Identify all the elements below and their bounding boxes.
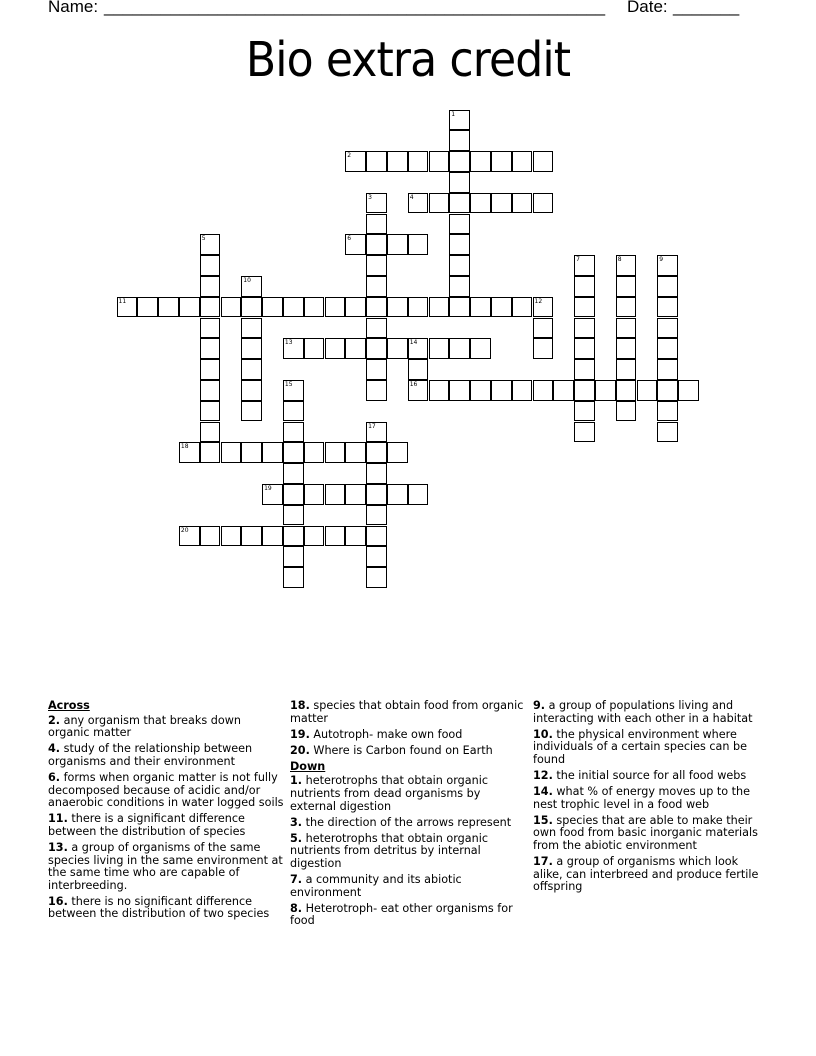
cell-number: 2 [347, 152, 352, 160]
grid-cell[interactable] [345, 151, 366, 172]
grid-cell[interactable] [283, 338, 304, 359]
grid-cell[interactable] [283, 567, 304, 588]
grid-cell[interactable] [117, 297, 138, 318]
grid-cell[interactable] [574, 255, 595, 276]
clue-number: 1. [290, 774, 303, 788]
grid-cell[interactable] [408, 484, 429, 505]
grid-cell[interactable] [366, 359, 387, 380]
grid-cell[interactable] [616, 318, 637, 339]
grid-cell[interactable] [429, 338, 450, 359]
grid-cell[interactable] [449, 276, 470, 297]
grid-cell[interactable] [387, 151, 408, 172]
grid-cell[interactable] [449, 110, 470, 131]
clue-across-6 [48, 772, 284, 810]
grid-cell[interactable] [325, 526, 346, 547]
grid-cell[interactable] [200, 318, 221, 339]
clue-text: Autotroph- make own food [313, 727, 463, 741]
cell-number: 16 [409, 380, 418, 388]
grid-cell[interactable] [241, 318, 262, 339]
clue-text: heterotrophs that obtain organic nutrients from dead organisms by external digestion [290, 774, 488, 813]
clue-number: 19. [290, 727, 310, 741]
grid-cell[interactable] [345, 338, 366, 359]
grid-cell[interactable] [304, 338, 325, 359]
clue-down-17 [533, 856, 769, 894]
grid-cell[interactable] [429, 151, 450, 172]
clue-across-19 [290, 729, 526, 742]
grid-cell[interactable] [221, 442, 242, 463]
clue-number: 6. [48, 770, 61, 784]
clue-text: a community and its abiotic environment [290, 873, 462, 899]
grid-cell[interactable] [200, 359, 221, 380]
clue-number: 18. [290, 699, 310, 712]
grid-cell[interactable] [325, 442, 346, 463]
cell-number: 15 [284, 380, 293, 388]
grid-cell[interactable] [283, 380, 304, 401]
clue-down-5 [290, 833, 526, 871]
clue-across-11 [48, 813, 284, 838]
grid-cell[interactable] [408, 193, 429, 214]
grid-cell[interactable] [449, 172, 470, 193]
clue-number: 7. [290, 873, 303, 887]
grid-cell[interactable] [449, 130, 470, 151]
grid-cell[interactable] [283, 546, 304, 567]
grid-cell[interactable] [221, 526, 242, 547]
clue-text: the physical environment where individuals of a certain species can be found [533, 727, 748, 766]
grid-cell[interactable] [616, 276, 637, 297]
grid-cell[interactable] [491, 193, 512, 214]
grid-cell[interactable] [283, 484, 304, 505]
clue-text: there is a significant difference between the distribution of species [48, 812, 246, 838]
page-title: Bio extra credit [245, 32, 571, 88]
grid-cell[interactable] [574, 422, 595, 443]
grid-cell[interactable] [449, 255, 470, 276]
grid-cell[interactable] [574, 338, 595, 359]
cell-number: 10 [243, 276, 251, 284]
clue-text: a group of populations living and interacting with each other in a habitat [533, 699, 753, 725]
clue-number: 14. [533, 785, 553, 799]
grid-cell[interactable] [449, 214, 470, 235]
grid-cell[interactable] [200, 380, 221, 401]
grid-cell[interactable] [283, 463, 304, 484]
grid-cell[interactable] [657, 338, 678, 359]
clue-number: 13. [48, 840, 68, 854]
date-label: Date: [627, 0, 668, 16]
grid-cell[interactable] [366, 255, 387, 276]
grid-cell[interactable] [657, 422, 678, 443]
grid-cell[interactable] [366, 380, 387, 401]
grid-cell[interactable] [345, 526, 366, 547]
grid-cell[interactable] [283, 442, 304, 463]
clue-text: species that obtain food from organic matter [290, 699, 524, 725]
grid-cell[interactable] [366, 214, 387, 235]
grid-cell[interactable] [200, 442, 221, 463]
grid-cell[interactable] [325, 338, 346, 359]
grid-cell[interactable] [387, 484, 408, 505]
grid-cell[interactable] [429, 380, 450, 401]
grid-cell[interactable] [408, 297, 429, 318]
grid-cell[interactable] [512, 151, 533, 172]
grid-cell[interactable] [283, 401, 304, 422]
grid-cell[interactable] [470, 338, 491, 359]
grid-cell[interactable] [449, 338, 470, 359]
clue-text: heterotrophs that obtain organic nutrients from detritus by internal digestion [290, 831, 488, 871]
grid-cell[interactable] [533, 151, 554, 172]
grid-cell[interactable] [283, 422, 304, 443]
grid-cell[interactable] [616, 401, 637, 422]
clue-number: 12. [533, 768, 553, 782]
clue-text: there is no significant difference between the distribution of two species [48, 894, 270, 921]
clue-number: 3. [290, 815, 303, 829]
grid-cell[interactable] [366, 505, 387, 526]
grid-cell[interactable] [449, 297, 470, 318]
grid-cell[interactable] [262, 442, 283, 463]
grid-cell[interactable] [616, 359, 637, 380]
grid-cell[interactable] [408, 151, 429, 172]
grid-cell[interactable] [616, 255, 637, 276]
clue-down-8 [290, 903, 526, 928]
clue-across-13 [48, 842, 284, 892]
grid-cell[interactable] [491, 380, 512, 401]
cell-number: 19 [264, 484, 272, 492]
clue-number: 2. [48, 713, 61, 727]
grid-cell[interactable] [533, 318, 554, 339]
clue-text: what % of energy moves up to the nest trophic level in a food web [533, 785, 751, 811]
cell-number: 8 [617, 256, 622, 264]
grid-cell[interactable] [512, 193, 533, 214]
grid-cell[interactable] [179, 442, 200, 463]
cell-number: 14 [409, 339, 418, 347]
clue-down-15 [533, 815, 769, 853]
grid-cell[interactable] [241, 338, 262, 359]
cell-number: 1 [451, 110, 456, 118]
grid-cell[interactable] [429, 297, 450, 318]
grid-cell[interactable] [470, 151, 491, 172]
grid-cell[interactable] [657, 255, 678, 276]
grid-cell[interactable] [241, 401, 262, 422]
clue-text: a group of organisms of the same species living in the same environment at the same time who are capable of interbreeding. [48, 840, 283, 892]
grid-cell[interactable] [366, 318, 387, 339]
clue-across-18 [290, 700, 526, 725]
grid-cell[interactable] [366, 484, 387, 505]
grid-cell[interactable] [158, 297, 179, 318]
grid-cell[interactable] [200, 401, 221, 422]
grid-cell[interactable] [470, 297, 491, 318]
grid-cell[interactable] [616, 297, 637, 318]
grid-cell[interactable] [512, 380, 533, 401]
grid-cell[interactable] [408, 380, 429, 401]
grid-cell[interactable] [241, 276, 262, 297]
grid-cell[interactable] [262, 484, 283, 505]
clue-number: 17. [533, 855, 553, 869]
grid-cell[interactable] [387, 338, 408, 359]
grid-cell[interactable] [200, 422, 221, 443]
date-field[interactable]: _______ [673, 0, 740, 16]
cell-number: 6 [347, 235, 352, 243]
cell-number: 11 [118, 297, 127, 305]
cell-number: 20 [180, 526, 189, 534]
clue-across-4 [48, 743, 284, 768]
clue-down-9 [533, 700, 769, 725]
grid-cell[interactable] [137, 297, 158, 318]
grid-cell[interactable] [533, 338, 554, 359]
grid-cell[interactable] [574, 380, 595, 401]
grid-cell[interactable] [616, 338, 637, 359]
grid-cell[interactable] [200, 276, 221, 297]
cell-number: 18 [180, 443, 189, 451]
grid-cell[interactable] [616, 380, 637, 401]
clue-down-3 [290, 817, 526, 830]
grid-cell[interactable] [470, 193, 491, 214]
clue-text: the initial source for all food webs [556, 768, 747, 782]
grid-cell[interactable] [657, 318, 678, 339]
grid-cell[interactable] [304, 442, 325, 463]
clue-down-12 [533, 770, 769, 783]
grid-cell[interactable] [657, 297, 678, 318]
grid-cell[interactable] [387, 234, 408, 255]
clue-text: forms when organic matter is not fully decomposed because of acidic and/or anaerobic conditions in water logged soils [48, 770, 284, 810]
grid-cell[interactable] [574, 297, 595, 318]
clue-text: Where is Carbon found on Earth [313, 743, 493, 757]
cell-number: 9 [659, 256, 664, 264]
grid-cell[interactable] [200, 234, 221, 255]
clue-down-1 [290, 775, 526, 813]
clue-down-7 [290, 874, 526, 899]
grid-cell[interactable] [345, 297, 366, 318]
grid-cell[interactable] [429, 193, 450, 214]
grid-cell[interactable] [179, 297, 200, 318]
cell-number: 5 [201, 235, 206, 243]
grid-cell[interactable] [678, 380, 699, 401]
grid-cell[interactable] [241, 526, 262, 547]
across-heading: Across [48, 699, 90, 712]
grid-cell[interactable] [283, 526, 304, 547]
grid-cell[interactable] [200, 338, 221, 359]
grid-cell[interactable] [200, 255, 221, 276]
clue-text: study of the relationship between organisms and their environment [48, 742, 253, 768]
grid-cell[interactable] [491, 297, 512, 318]
clue-across-2 [48, 715, 284, 740]
clue-across-20 [290, 745, 526, 758]
grid-cell[interactable] [366, 546, 387, 567]
clue-text: species that are able to make their own food from basic inorganic materials from the abiotic environment [533, 813, 758, 852]
grid-cell[interactable] [304, 297, 325, 318]
name-label: Name: [48, 0, 99, 16]
clue-column-2 [290, 700, 526, 932]
grid-cell[interactable] [533, 193, 554, 214]
grid-cell[interactable] [345, 484, 366, 505]
grid-cell[interactable] [637, 380, 658, 401]
clue-number: 15. [533, 813, 553, 827]
grid-cell[interactable] [595, 380, 616, 401]
name-field[interactable]: _____________________________________________________ [104, 0, 606, 16]
grid-cell[interactable] [241, 359, 262, 380]
clue-text: any organism that breaks down organic matter [48, 713, 241, 740]
grid-cell[interactable] [325, 297, 346, 318]
clue-number: 5. [290, 831, 303, 845]
grid-cell[interactable] [179, 526, 200, 547]
grid-cell[interactable] [221, 297, 242, 318]
grid-cell[interactable] [512, 297, 533, 318]
clue-down-14 [533, 786, 769, 811]
grid-cell[interactable] [387, 297, 408, 318]
grid-cell[interactable] [449, 234, 470, 255]
grid-cell[interactable] [366, 442, 387, 463]
grid-cell[interactable] [366, 151, 387, 172]
grid-cell[interactable] [262, 526, 283, 547]
grid-cell[interactable] [449, 193, 470, 214]
grid-cell[interactable] [387, 442, 408, 463]
grid-cell[interactable] [574, 359, 595, 380]
grid-cell[interactable] [574, 401, 595, 422]
grid-cell[interactable] [241, 297, 262, 318]
clue-across-16 [48, 896, 284, 921]
clue-number: 9. [533, 699, 546, 712]
down-heading: Down [290, 759, 326, 773]
clue-column-1 [48, 700, 284, 925]
grid-cell[interactable] [657, 380, 678, 401]
grid-cell[interactable] [366, 567, 387, 588]
cell-number: 17 [368, 422, 376, 430]
grid-cell[interactable] [366, 422, 387, 443]
grid-cell[interactable] [449, 380, 470, 401]
grid-cell[interactable] [553, 380, 574, 401]
grid-cell[interactable] [366, 193, 387, 214]
grid-cell[interactable] [408, 338, 429, 359]
grid-cell[interactable] [657, 276, 678, 297]
grid-cell[interactable] [283, 297, 304, 318]
grid-cell[interactable] [366, 463, 387, 484]
grid-cell[interactable] [262, 297, 283, 318]
grid-cell[interactable] [345, 442, 366, 463]
grid-cell[interactable] [325, 484, 346, 505]
cell-number: 3 [368, 193, 372, 201]
grid-cell[interactable] [241, 380, 262, 401]
clue-number: 20. [290, 743, 310, 757]
clue-number: 4. [48, 742, 61, 756]
grid-cell[interactable] [345, 234, 366, 255]
clue-column-3 [533, 700, 769, 897]
grid-cell[interactable] [304, 484, 325, 505]
grid-cell[interactable] [366, 297, 387, 318]
clue-down-10 [533, 729, 769, 767]
grid-cell[interactable] [366, 338, 387, 359]
clue-text: the direction of the arrows represent [305, 815, 512, 829]
grid-cell[interactable] [304, 526, 325, 547]
grid-cell[interactable] [366, 526, 387, 547]
grid-cell[interactable] [449, 151, 470, 172]
grid-cell[interactable] [241, 442, 262, 463]
grid-cell[interactable] [200, 526, 221, 547]
grid-cell[interactable] [200, 297, 221, 318]
grid-cell[interactable] [657, 401, 678, 422]
clue-number: 11. [48, 812, 68, 826]
clue-number: 10. [533, 727, 553, 741]
grid-cell[interactable] [533, 380, 554, 401]
grid-cell[interactable] [533, 297, 554, 318]
header [48, 0, 768, 21]
grid-cell[interactable] [491, 151, 512, 172]
clue-number: 8. [290, 901, 303, 915]
grid-cell[interactable] [366, 276, 387, 297]
grid-cell[interactable] [283, 505, 304, 526]
grid-cell[interactable] [470, 380, 491, 401]
cell-number: 4 [409, 193, 414, 201]
grid-cell[interactable] [574, 318, 595, 339]
crossword-grid [117, 110, 717, 590]
grid-cell[interactable] [408, 234, 429, 255]
grid-cell[interactable] [657, 359, 678, 380]
grid-cell[interactable] [574, 276, 595, 297]
cell-number: 13 [284, 339, 293, 347]
clue-text: a group of organisms which look alike, can interbreed and produce fertile offspring [533, 855, 759, 894]
cell-number: 7 [576, 256, 580, 264]
cell-number: 12 [534, 297, 543, 305]
grid-cell[interactable] [366, 234, 387, 255]
clue-text: Heterotroph- eat other organisms for food [290, 901, 513, 928]
clue-number: 16. [48, 894, 68, 908]
grid-cell[interactable] [408, 359, 429, 380]
